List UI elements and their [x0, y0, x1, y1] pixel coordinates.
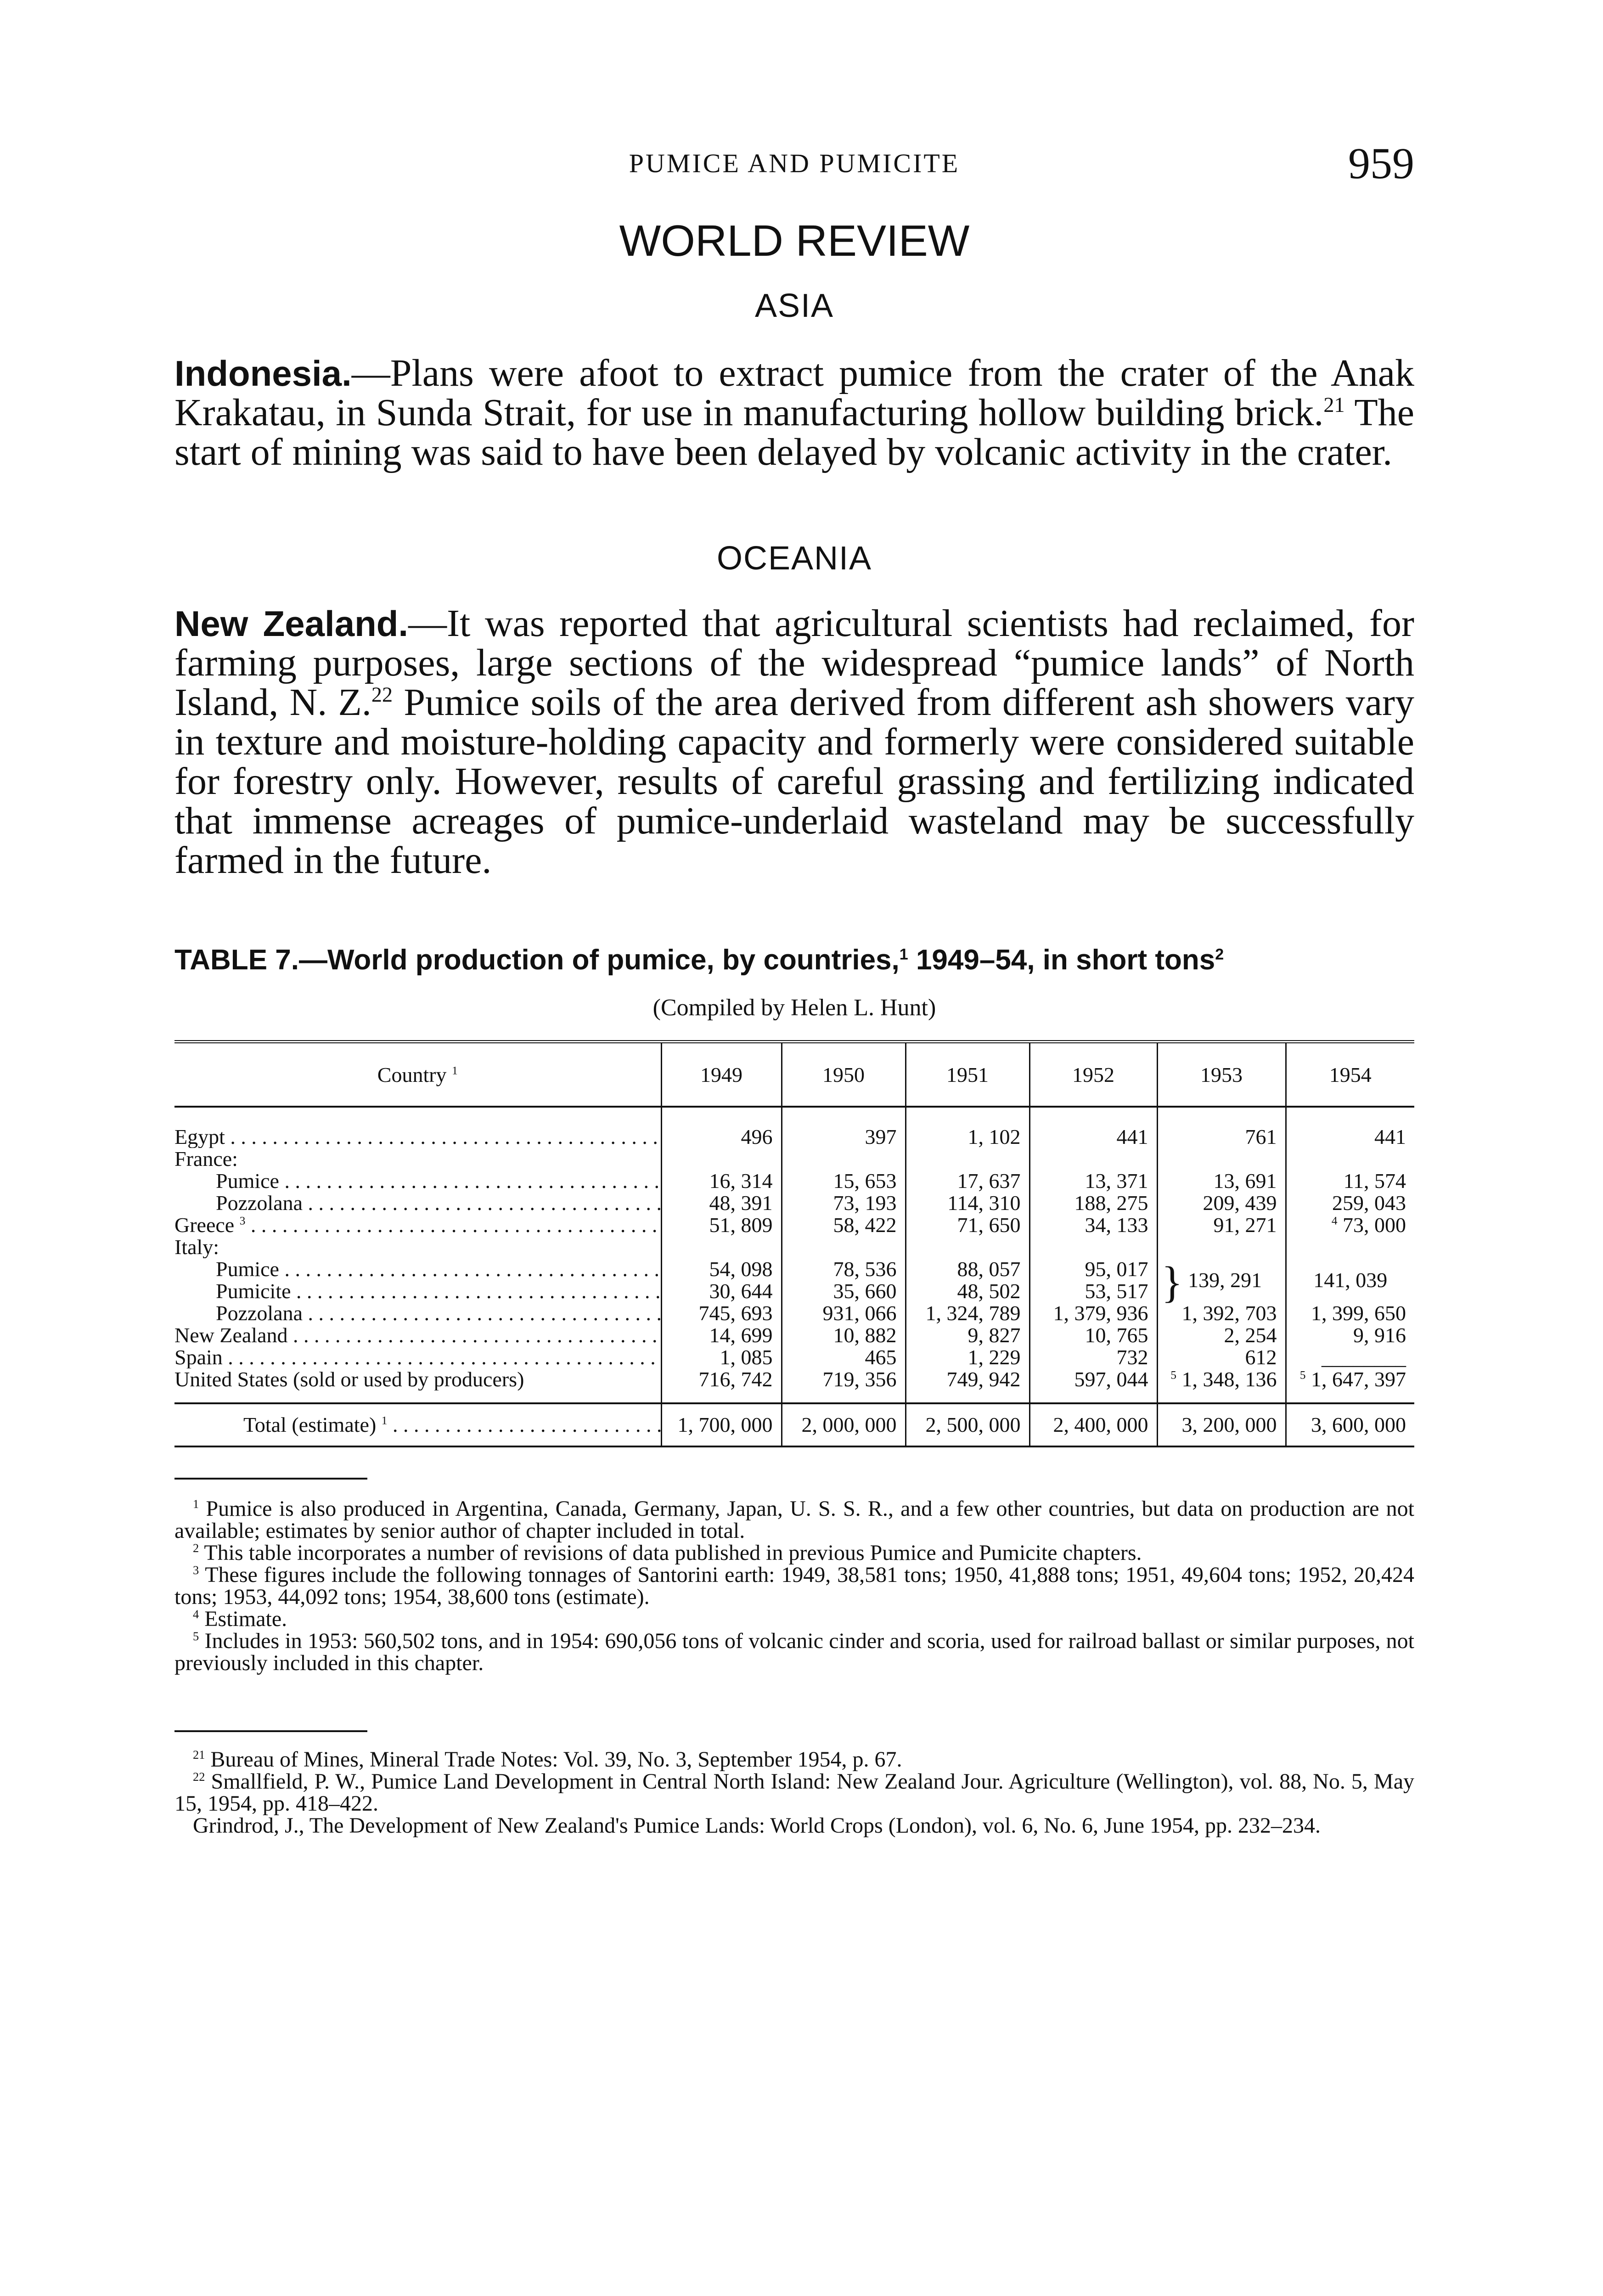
table-cell: 3, 200, 000 — [1157, 1403, 1286, 1446]
table-cell: 16, 314 — [661, 1170, 782, 1192]
running-header — [174, 138, 1414, 188]
new-zealand-text: —It was reported that agricultural scientists had reclaimed, for farming purposes, large sections of the widespread “pumice lands” of North Island, N. Z. — [174, 602, 1415, 724]
table-cell: 88, 057 — [906, 1258, 1029, 1280]
brace-icon: } — [1161, 1257, 1183, 1307]
new-zealand-lead: New Zealand. — [174, 603, 409, 644]
indonesia-text-2: The start of mining was said to have been delayed by volcanic activity in the crater. — [174, 391, 1415, 473]
table-row — [174, 1192, 1414, 1214]
table-row — [174, 1258, 1414, 1280]
table-cell: 397 — [782, 1126, 906, 1148]
table-row — [174, 1214, 1414, 1236]
table-cell: 761 — [1157, 1126, 1286, 1148]
world-review-heading: WORLD REVIEW — [619, 216, 970, 265]
table-caption — [174, 944, 1414, 976]
table-cell: 496 — [661, 1126, 782, 1148]
table-cell: 209, 439 — [1157, 1192, 1286, 1214]
table-row — [174, 1346, 1414, 1368]
indonesia-lead: Indonesia. — [174, 353, 352, 394]
table-cell: 35, 660 — [782, 1280, 906, 1302]
table-cell: 13, 371 — [1029, 1170, 1157, 1192]
header-country: Country $^1$ — [174, 1042, 661, 1107]
table-cell: ________ — [1286, 1346, 1414, 1368]
table-caption-text: TABLE 7.—World production of pumice, by countries, — [174, 944, 900, 976]
table-cell: 2, 500, 000 — [906, 1403, 1029, 1446]
italy-combined-1954: 141, 039 — [1286, 1258, 1414, 1302]
table-cell: 465 — [782, 1346, 906, 1368]
footnote: $^3$ These figures include the following tonnages of Santorini earth: 1949, 38,581 tons; 1950, 41,888 tons; 1951, 49,604 tons; 1952, 20,424 tons; 1953, 44,092 tons; 1954, 38,600 tons (estimate). — [174, 1563, 1414, 1609]
indonesia-paragraph — [174, 354, 1414, 472]
table-cell: 48, 502 — [906, 1280, 1029, 1302]
table-cell: 716, 742 — [661, 1368, 782, 1390]
table-row — [174, 1170, 1414, 1192]
table-cell: 441 — [1286, 1126, 1414, 1148]
reference-divider — [174, 1730, 367, 1732]
running-title: PUMICE AND PUMICITE — [629, 148, 960, 178]
table-cell: 1, 399, 650 — [1286, 1302, 1414, 1324]
header-year: 1949 — [661, 1042, 782, 1107]
table-cell: 2, 000, 000 — [782, 1403, 906, 1446]
table-cell: 1, 700, 000 — [661, 1403, 782, 1446]
table-cell: 1, 102 — [906, 1126, 1029, 1148]
table-cell: 749, 942 — [906, 1368, 1029, 1390]
table-caption-tail: 1949–54, in short tons — [908, 944, 1215, 976]
production-table — [174, 1040, 1414, 1447]
row-label: Pozzolana . . . — [174, 1302, 661, 1324]
table-row — [174, 1368, 1414, 1390]
table-cell: 732 — [1029, 1346, 1157, 1368]
table-cell: 11, 574 — [1286, 1170, 1414, 1192]
table-cell: 9, 916 — [1286, 1324, 1414, 1346]
table-cell: 78, 536 — [782, 1258, 906, 1280]
reference: $^{22}$ Smallfield, P. W., Pumice Land Development in Central North Island: New Zealand Jour. Agriculture (Wellington), vol. 88, No. 5, May 15, 1954, pp. 418–422. — [174, 1769, 1415, 1816]
table-cell: 10, 882 — [782, 1324, 906, 1346]
row-label: United States (sold or used by producers) — [174, 1368, 524, 1390]
table-cell: 188, 275 — [1029, 1192, 1157, 1214]
header-year: 1952 — [1029, 1042, 1157, 1107]
table-row — [174, 1302, 1414, 1324]
table-cell: 1, 379, 936 — [1029, 1302, 1157, 1324]
table-cell: 931, 066 — [782, 1302, 906, 1324]
row-label: New Zealand . . . — [174, 1324, 661, 1346]
table-cell: 73, 193 — [782, 1192, 906, 1214]
row-label: Egypt . . . — [174, 1126, 661, 1148]
oceania-heading: OCEANIA — [716, 540, 872, 577]
table-footnotes — [174, 1498, 1414, 1674]
table-row — [174, 1126, 1414, 1148]
table-cell: 114, 310 — [906, 1192, 1029, 1214]
table-row — [174, 1324, 1414, 1346]
table-cell: 17, 637 — [906, 1170, 1029, 1192]
table-cell: 9, 827 — [906, 1324, 1029, 1346]
total-row — [174, 1403, 1414, 1446]
indonesia-text: —Plans were afoot to extract pumice from the crater of the Anak Krakatau, in Sunda Strait, for use in manufacturing hollow building brick. — [174, 352, 1414, 434]
table-cell: 1, 324, 789 — [906, 1302, 1029, 1324]
table-cell: 15, 653 — [782, 1170, 906, 1192]
table-cell: 2, 400, 000 — [1029, 1403, 1157, 1446]
page-number: 959 — [1348, 139, 1414, 188]
row-label: France: — [174, 1148, 238, 1170]
header-year: 1953 — [1157, 1042, 1286, 1107]
footnote: $^2$ This table incorporates a number of revisions of data published in previous Pumice and Pumicite chapters. — [193, 1541, 1142, 1565]
table-cell: 54, 098 — [661, 1258, 782, 1280]
table-cell: 259, 043 — [1286, 1192, 1414, 1214]
table-caption-ref-1: 1 — [899, 945, 908, 963]
table-cell: 1, 085 — [661, 1346, 782, 1368]
table-cell: $^5$ 1, 647, 397 — [1286, 1368, 1414, 1390]
table-cell: $^4$ 73, 000 — [1286, 1214, 1414, 1236]
row-label: Pumice . . . — [174, 1170, 661, 1192]
row-label: Greece $^3$ . . . — [174, 1214, 661, 1236]
table-cell: 441 — [1029, 1126, 1157, 1148]
table-cell: 95, 017 — [1029, 1258, 1157, 1280]
reference-footnotes — [174, 1749, 1414, 1837]
table-cell: 51, 809 — [661, 1214, 782, 1236]
new-zealand-text-2: Pumice soils of the area derived from different ash showers vary in texture and moisture-holding capacity and formerly were considered suitable for forestry only. However, results of careful grassing and fertilizing indicated that immense acreages of pumice-underlaid wasteland may be successfully farmed in the future. — [174, 681, 1414, 882]
table-cell: $^5$ 1, 348, 136 — [1157, 1368, 1286, 1390]
header-year: 1950 — [782, 1042, 906, 1107]
table-cell: 71, 650 — [906, 1214, 1029, 1236]
table-cell: 612 — [1157, 1346, 1286, 1368]
row-label: Pumice . . . — [174, 1258, 661, 1280]
row-label: Spain . . . — [174, 1346, 661, 1368]
footnote-ref-22: 22 — [371, 683, 393, 706]
table-cell: 3, 600, 000 — [1286, 1403, 1414, 1446]
table-cell: 53, 517 — [1029, 1280, 1157, 1302]
table-cell: 13, 691 — [1157, 1170, 1286, 1192]
table-cell: 58, 422 — [782, 1214, 906, 1236]
table-cell: 719, 356 — [782, 1368, 906, 1390]
table-cell: 1, 392, 703 — [1157, 1302, 1286, 1324]
production-table-wrapper — [174, 1040, 1414, 1447]
footnote-divider — [174, 1478, 367, 1480]
header-year: 1954 — [1286, 1042, 1414, 1107]
table-cell: 14, 699 — [661, 1324, 782, 1346]
table-cell: 10, 765 — [1029, 1324, 1157, 1346]
row-label: Pumicite . . . — [174, 1280, 661, 1302]
table-row — [174, 1148, 1414, 1170]
footnote: $^1$ Pumice is also produced in Argentina, Canada, Germany, Japan, U. S. S. R., and a few other countries, but data on production are not available; estimates by senior author of chapter included in total. — [174, 1497, 1415, 1543]
table-cell: 1, 229 — [906, 1346, 1029, 1368]
row-label: Italy: — [174, 1236, 219, 1258]
table-caption-ref-2: 2 — [1215, 945, 1224, 963]
reference: $^{21}$ Bureau of Mines, Mineral Trade Notes: Vol. 39, No. 3, September 1954, p. 67. — [193, 1747, 902, 1772]
table-credit: (Compiled by Helen L. Hunt) — [652, 995, 936, 1021]
table-header-row — [174, 1042, 1414, 1107]
header-year: 1951 — [906, 1042, 1029, 1107]
table-cell: 745, 693 — [661, 1302, 782, 1324]
table-cell: 91, 271 — [1157, 1214, 1286, 1236]
italy-combined-1953: } 139, 291 — [1157, 1258, 1286, 1302]
table-cell: 48, 391 — [661, 1192, 782, 1214]
row-label: Pozzolana . . . — [174, 1192, 661, 1214]
reference: Grindrod, J., The Development of New Zealand's Pumice Lands: World Crops (London), vol. 6, No. 6, June 1954, pp. 232–234. — [193, 1813, 1321, 1838]
footnote: $^5$ Includes in 1953: 560,502 tons, and in 1954: 690,056 tons of volcanic cinder and scoria, used for railroad ballast or similar purposes, not previously included in this chapter. — [174, 1629, 1415, 1675]
footnote-ref-21: 21 — [1323, 393, 1345, 416]
footnote: $^4$ Estimate. — [193, 1607, 287, 1631]
table-cell: 597, 044 — [1029, 1368, 1157, 1390]
row-label: Total (estimate) $^1$ . . . — [174, 1403, 661, 1446]
table-cell: 2, 254 — [1157, 1324, 1286, 1346]
asia-heading: ASIA — [754, 287, 834, 324]
table-cell: 30, 644 — [661, 1280, 782, 1302]
table-cell: 34, 133 — [1029, 1214, 1157, 1236]
new-zealand-paragraph — [174, 604, 1414, 880]
table-row — [174, 1236, 1414, 1258]
